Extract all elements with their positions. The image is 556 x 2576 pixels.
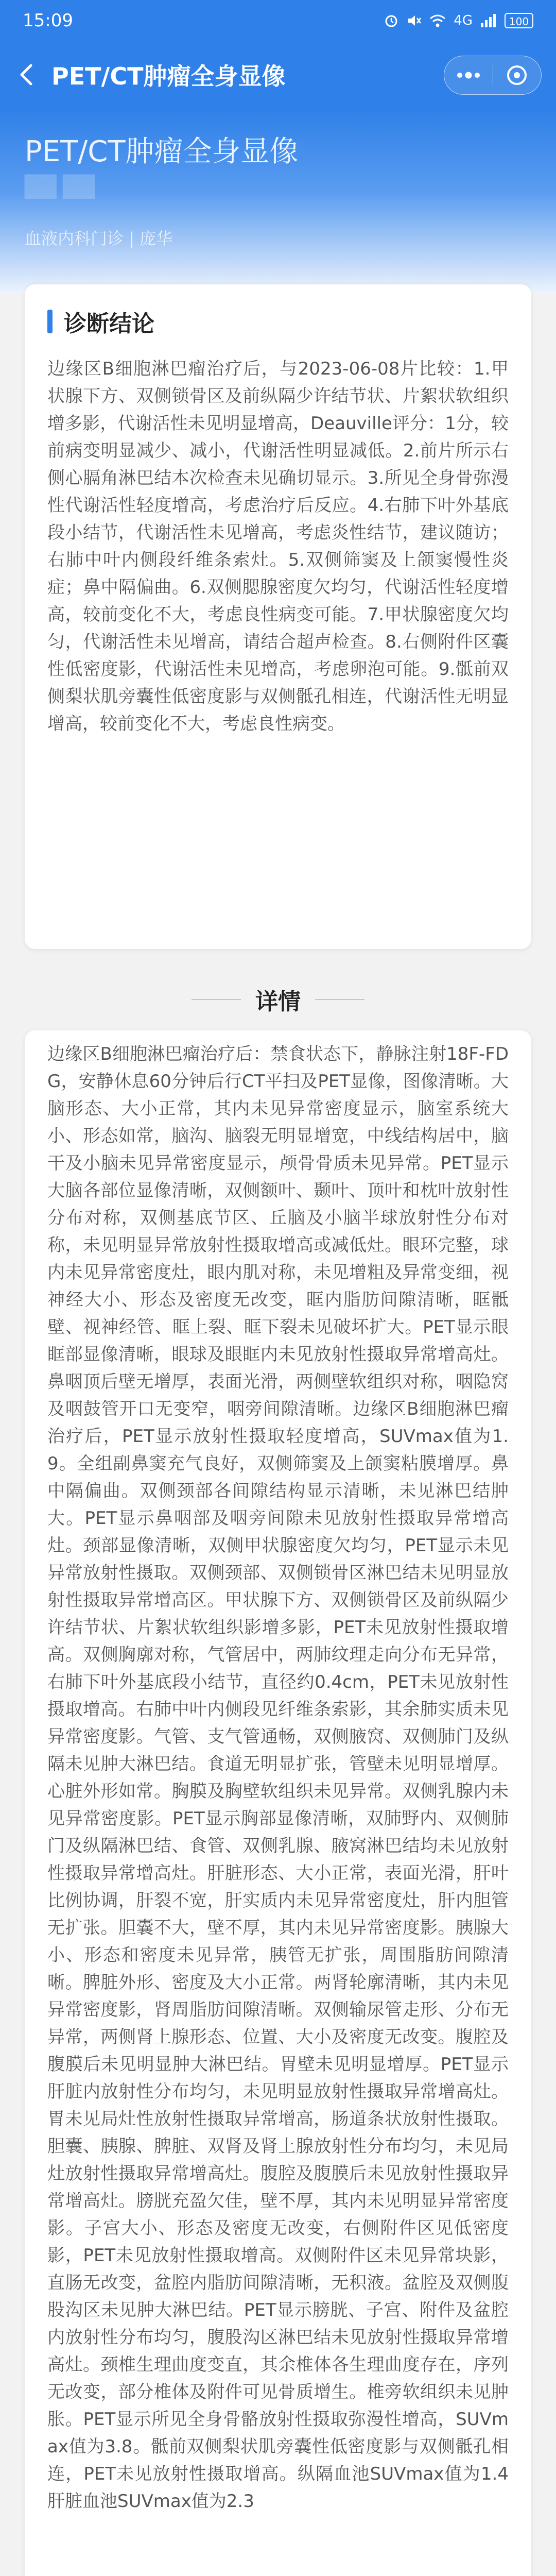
mini-program-capsule [444, 56, 542, 95]
close-mini-program-icon[interactable] [493, 56, 542, 94]
details-text: 边缘区B细胞淋巴瘤治疗后：禁食状态下，静脉注射18F-FDG，安静休息60分钟后行CT平扫及PET显像，图像清晰。大脑形态、大小正常，其内未见异常密度显示，脑室系统大小、形态如常，脑沟、脑裂无明显增宽，中线结构居中，脑干及小脑未见异常密度显示，颅骨骨质未见异常。PET显示大脑各部位显像清晰，双侧额叶、颞叶、顶叶和枕叶放射性分布对称，双侧基底节区、丘脑及小脑半球放射性分布对称，未见明显异常放射性摄取增高或减低灶。眼环完整，球内未见异常密度灶，眼内肌对称，未见增粗及异常变细，视神经大小、形态及密度无改变，眶内脂肪间隙清晰，眶骶壁、视神经管、眶上裂、眶下裂未见破坏扩大。PET显示眼眶部显像清晰，眼球及眼眶内未见放射性摄取异常增高灶。鼻咽顶后壁无增厚，表面光滑，两侧壁软组织对称，咽隐窝及咽鼓管开口无变窄，咽旁间隙清晰。边缘区B细胞淋巴瘤治疗后，PET显示放射性摄取轻度增高，SUVmax值为1.9。全组副鼻窦充气良好，双侧筛窦及上颌窦粘膜增厚。鼻中隔偏曲。双侧颈部各间隙结构显示清晰，未见淋巴结肿大。PET显示鼻咽部及咽旁间隙未见放射性摄取异常增高灶。颈部显像清晰，双侧甲状腺密度欠均匀，PET显示未见异常放射性摄取。双侧颈部、双侧锁骨区淋巴结未见明显放射性摄取异常增高区。甲状腺下方、双侧锁骨区及前纵隔少许结节状、片絮状软组织影增多影，PET未见放射性摄取增高。双侧胸廓对称，气管居中，两肺纹理走向分布无异常，右肺下叶外基底段小结节，直径约0.4cm，PET未见放射性摄取增高。右肺中叶内侧段见纤维条索影，其余肺实质未见异常密度影。气管、支气管通畅，双侧腋窝、双侧肺门及纵隔未见肿大淋巴结。食道无明显扩张，管壁未见明显增厚。心脏外形如常。胸膜及胸壁软组织未见异常。双侧乳腺内未见异常密度影。PET显示胸部显像清晰，双肺野内、双侧肺门及纵隔淋巴结、食管、双侧乳腺、腋窝淋巴结均未见放射性摄取异常增高灶。肝脏形态、大小正常，表面光滑，肝叶比例协调，肝裂不宽，肝实质内未见异常密度灶，肝内胆管无扩张。胆囊不大，壁不厚，其内未见异常密度影。胰腺大小、形态和密度未见异常，胰管无扩张，周围脂肪间隙清晰。脾脏外形、密度及大小正常。两肾轮廓清晰，其内未见异常密度影，肾周脂肪间隙清晰。双侧输尿管走形、分布无异常，两侧肾上腺形态、位置、大小及密度无改变。腹腔及腹膜后未见明显肿大淋巴结。胃壁未见明显增厚。PET显示肝脏内放射性分布均匀，未见明显放射性摄取异常增高灶。胃未见局灶性放射性摄取异常增高，肠道条状放射性摄取。胆囊、胰腺、脾脏、双肾及肾上腺放射性分布均匀，未见局灶放射性摄取异常增高灶。腹腔及腹膜后未见放射性摄取异常增高灶。膀胱充盈欠佳，壁不厚，其内未见明显异常密度影。子宫大小、形态及密度无改变，右侧附件区见低密度影，PET未见放射性摄取增高。双侧附件区未见异常块影，直肠无改变，盆腔内脂肪间隙清晰，无积液。盆腔及双侧腹股沟区未见肿大淋巴结。PET显示膀胱、子宫、附件及盆腔内放射性分布均匀，腹股沟区淋巴结未见放射性摄取异常增高灶。颈椎生理曲度变直，其余椎体各生理曲度存在，序列无改变，部分椎体及附件可见骨质增生。椎旁软组织未见肿胀。PET显示所见全身骨骼放射性摄取弥漫性增高，SUVmax值为3.8。骶前双侧梨状肌旁囊性低密度影与双侧骶孔相连，PET未见放射性摄取增高。纵隔血池SUVmax值为1.4 肝脏血池SUVmax值为2.3 [47, 1044, 509, 2512]
signal-icon [480, 13, 497, 28]
wifi-icon [429, 13, 446, 28]
nav-bar [0, 41, 556, 108]
mute-icon [406, 13, 422, 28]
details-header [25, 969, 531, 1030]
details-card [25, 1030, 531, 2576]
section-accent-bar [47, 310, 53, 333]
status-bar [0, 0, 556, 41]
details-title: 详情 [255, 989, 301, 1015]
report-header [0, 108, 556, 294]
status-icons [384, 13, 533, 28]
status-time: 15:09 [23, 10, 73, 31]
report-title: PET/CT肿瘤全身显像 [25, 135, 299, 168]
conclusion-card [25, 284, 531, 949]
conclusion-text: 边缘区B细胞淋巴瘤治疗后，与2023-06-08片比较：1.甲状腺下方、双侧锁骨区及前纵隔少许结节状、片絮状软组织增多影，代谢活性未见明显增高，Deauville评分：1分，较前病变明显减少、减小，代谢活性明显减低。2.前片所示右侧心膈角淋巴结本次检查未见确切显示。3.所见全身骨弥漫性代谢活性轻度增高，考虑治疗后反应。4.右肺下叶外基底段小结节，代谢活性未见增高，考虑炎性结节，建议随访；右肺中叶内侧段纤维条索灶。5.双侧筛窦及上颌窦慢性炎症；鼻中隔偏曲。6.双侧腮腺密度欠均匀，代谢活性轻度增高，较前变化不大，考虑良性病变可能。7.甲状腺密度欠均匀，代谢活性未见增高，请结合超声检查。8.右侧附件区囊性低密度影，代谢活性未见增高，考虑卵泡可能。9.骶前双侧梨状肌旁囊性低密度影与双侧骶孔相连，代谢活性无明显增高，较前变化不大，考虑良性病变。 [47, 359, 509, 734]
department-doctor: 血液内科门诊 | 庞华 [25, 229, 173, 248]
battery-icon: 100 [505, 13, 533, 28]
nav-title: PET/CT肿瘤全身显像 [51, 62, 286, 90]
network-type: 4G [454, 13, 473, 28]
conclusion-title: 诊断结论 [64, 311, 154, 337]
back-icon[interactable] [0, 41, 51, 108]
conclusion-header [47, 305, 509, 338]
more-icon[interactable] [444, 56, 493, 94]
divider-right [315, 999, 364, 1000]
alarm-icon [384, 13, 399, 28]
divider-left [192, 999, 241, 1000]
patient-info: ██ ██ [25, 175, 95, 199]
